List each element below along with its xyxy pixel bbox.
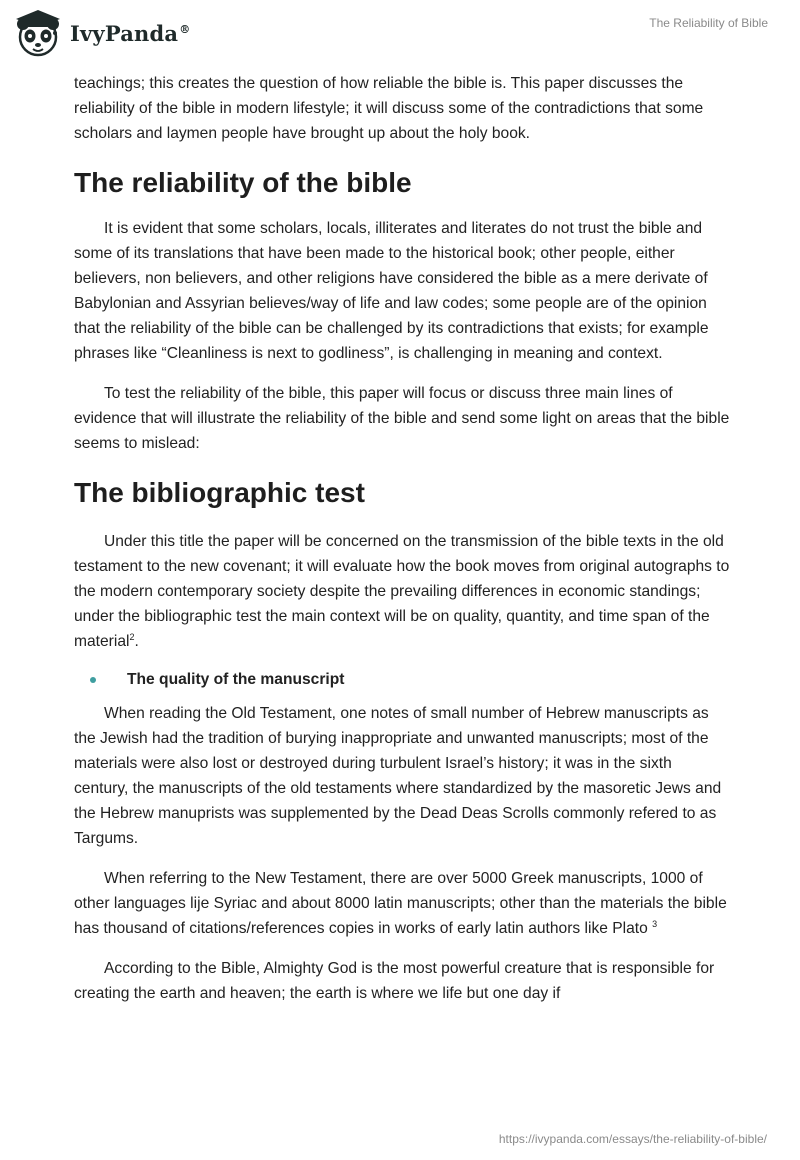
article-body (74, 71, 730, 1021)
paragraph-bibliographic-end: . (134, 633, 139, 650)
bullet-item-quality (74, 669, 730, 691)
bullet-dot-icon (90, 677, 96, 683)
document-title: The Reliability of Bible (649, 16, 768, 30)
paragraph-evidence: It is evident that some scholars, locals, illiterates and literates do not trust the bible and some of its translations that have been made to the historical book; other people, either believers, non believers, and other religions have considered the bible as a mere derivate of Babylonian and Assyrian believes/way of life and law codes; some people are of the opinion that the reliability of the bible can be challenged by its contradictions that exists; for example phrases like “Cleanliness is next to godliness”, is challenging in meaning and context. (74, 220, 709, 362)
paragraph-test-intro: To test the reliability of the bible, this paper will focus or discuss three main lines of evidence that will illustrate the reliability of the bible and send some light on areas that the bible seems to mislead: (74, 385, 730, 452)
registered-mark: ® (179, 22, 191, 36)
logo-text: IvyPanda® (70, 20, 191, 46)
intro-paragraph: teachings; this creates the question of how reliable the bible is. This paper discusses the reliability of the bible in modern lifestyle; it will discuss some of the contradictions that some scholars and laymen people have brought up about the holy book. (74, 75, 704, 142)
footnote-ref-2[interactable]: 2 (129, 631, 135, 642)
paragraph-almighty-god: According to the Bible, Almighty God is the most powerful creature that is responsible for creating the earth and heaven; the earth is where we life but one day if (74, 960, 715, 1002)
paragraph-old-testament: When reading the Old Testament, one notes of small number of Hebrew manuscripts as the Jewish had the tradition of burying inappropriate and unwanted manuscripts; most of the materials were also lost or destroyed during turbulent Israel’s history; it was in the sixth century, the manuscripts of the old testaments where standardized by the masoretic Jews and the Hebrew manuprists was supplemented by the Dead Deas Scrolls commonly refered to as Targums. (74, 705, 722, 847)
section-heading-bibliographic: The bibliographic test (74, 477, 365, 508)
site-logo[interactable] (14, 8, 190, 58)
paragraph-new-testament (74, 866, 730, 941)
panda-logo-icon (14, 8, 64, 58)
section-heading-reliability: The reliability of the bible (74, 167, 412, 198)
footnote-ref-3[interactable]: 3 (652, 918, 658, 929)
paragraph-new-testament-text: When referring to the New Testament, there are over 5000 Greek manuscripts, 1000 of other languages lije Syriac and about 8000 latin manuscripts; other than the materials the bible has thousand of citations/references copies in works of early latin authors like Plato (74, 870, 727, 937)
bullet-item-label: The quality of the manuscript (127, 671, 345, 688)
footer-url-link[interactable]: https://ivypanda.com/essays/the-reliability-of-bible/ (498, 1132, 767, 1146)
paragraph-bibliographic-text: Under this title the paper will be concerned on the transmission of the bible texts in the old testament to the new covenant; it will evaluate how the book moves from original autographs to the modern contemporary society despite the prevailing differences in economic standings; under the bibliographic test the main context will be on quality, quantity, and time span of the material (74, 533, 730, 650)
page-header (0, 0, 800, 70)
paragraph-bibliographic (74, 529, 730, 654)
